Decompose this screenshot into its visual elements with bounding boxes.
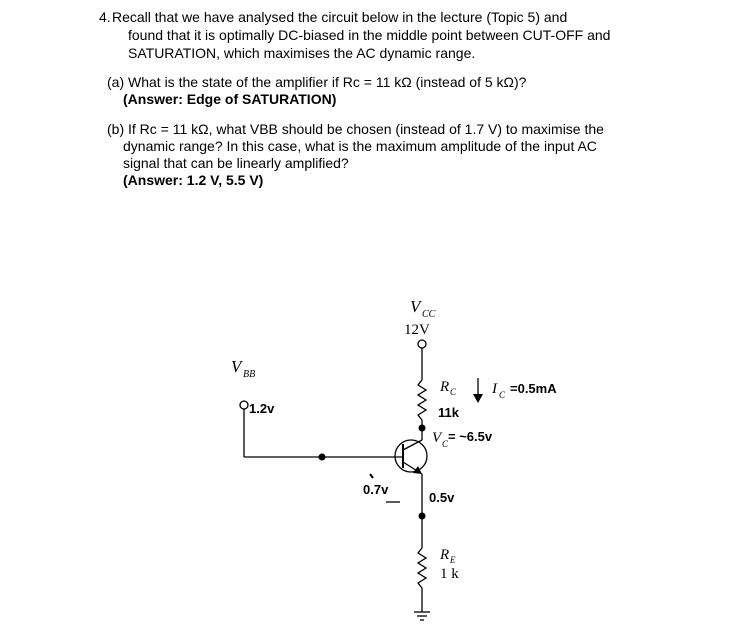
emitter-arrow — [413, 466, 422, 474]
part-b-answer: (Answer: 1.2 V, 5.5 V) — [123, 172, 264, 188]
part-b-line-3: signal that can be linearly amplified? — [123, 155, 349, 171]
question-number: 4. — [99, 9, 111, 25]
re-value: 1 k — [440, 566, 459, 582]
vcc-value: 12V — [404, 322, 430, 338]
emitter-node — [419, 513, 426, 520]
rc-value: 11k — [438, 405, 459, 420]
part-b-line-1: (b) If Rc = 11 kΩ, what VBB should be chosen (instead of 1.7 V) to maximise the — [107, 121, 604, 137]
re-resistor — [418, 548, 426, 588]
vbb-symbol: V — [231, 357, 242, 376]
intro-line-2: found that it is optimally DC-biased in the middle point between CUT-OFF and — [128, 27, 611, 43]
vbb-value: 1.2v — [249, 401, 275, 416]
vbb-terminal — [240, 401, 248, 409]
vbb-subscript: BB — [243, 369, 256, 380]
base-node — [319, 454, 326, 461]
vcc-terminal — [418, 340, 426, 348]
vcc-symbol: V — [410, 297, 421, 316]
rc-symbol: R — [440, 379, 450, 395]
ic-value: =0.5mA — [510, 381, 557, 396]
rc-resistor — [418, 380, 426, 420]
intro-line-3: SATURATION, which maximises the AC dynamic range. — [128, 45, 476, 61]
intro-line-1: Recall that we have analysed the circuit below in the lecture (Topic 5) and — [112, 9, 568, 25]
re-symbol: R — [440, 547, 450, 563]
part-a-question: (a) What is the state of the amplifier if Rc = 11 kΩ (instead of 5 kΩ)? — [107, 74, 527, 90]
vc-subscript: C — [442, 439, 449, 449]
ic-symbol: I — [492, 381, 497, 397]
vc-value: = ~6.5v — [448, 429, 493, 444]
collector-node — [419, 425, 426, 432]
part-a-answer: (Answer: Edge of SATURATION) — [123, 91, 337, 107]
part-b-line-2: dynamic range? In this case, what is the maximum amplitude of the input AC — [123, 138, 597, 154]
vbe-value: 0.7v — [363, 482, 389, 497]
vbe-plus-mark — [370, 474, 373, 478]
ic-arrow-head — [473, 394, 483, 403]
vc-symbol: V — [432, 430, 442, 446]
rc-subscript: C — [450, 387, 457, 397]
ic-subscript: C — [499, 390, 506, 400]
ve-value: 0.5v — [429, 490, 455, 505]
vcc-subscript: CC — [422, 309, 436, 320]
re-subscript: E — [450, 555, 456, 565]
